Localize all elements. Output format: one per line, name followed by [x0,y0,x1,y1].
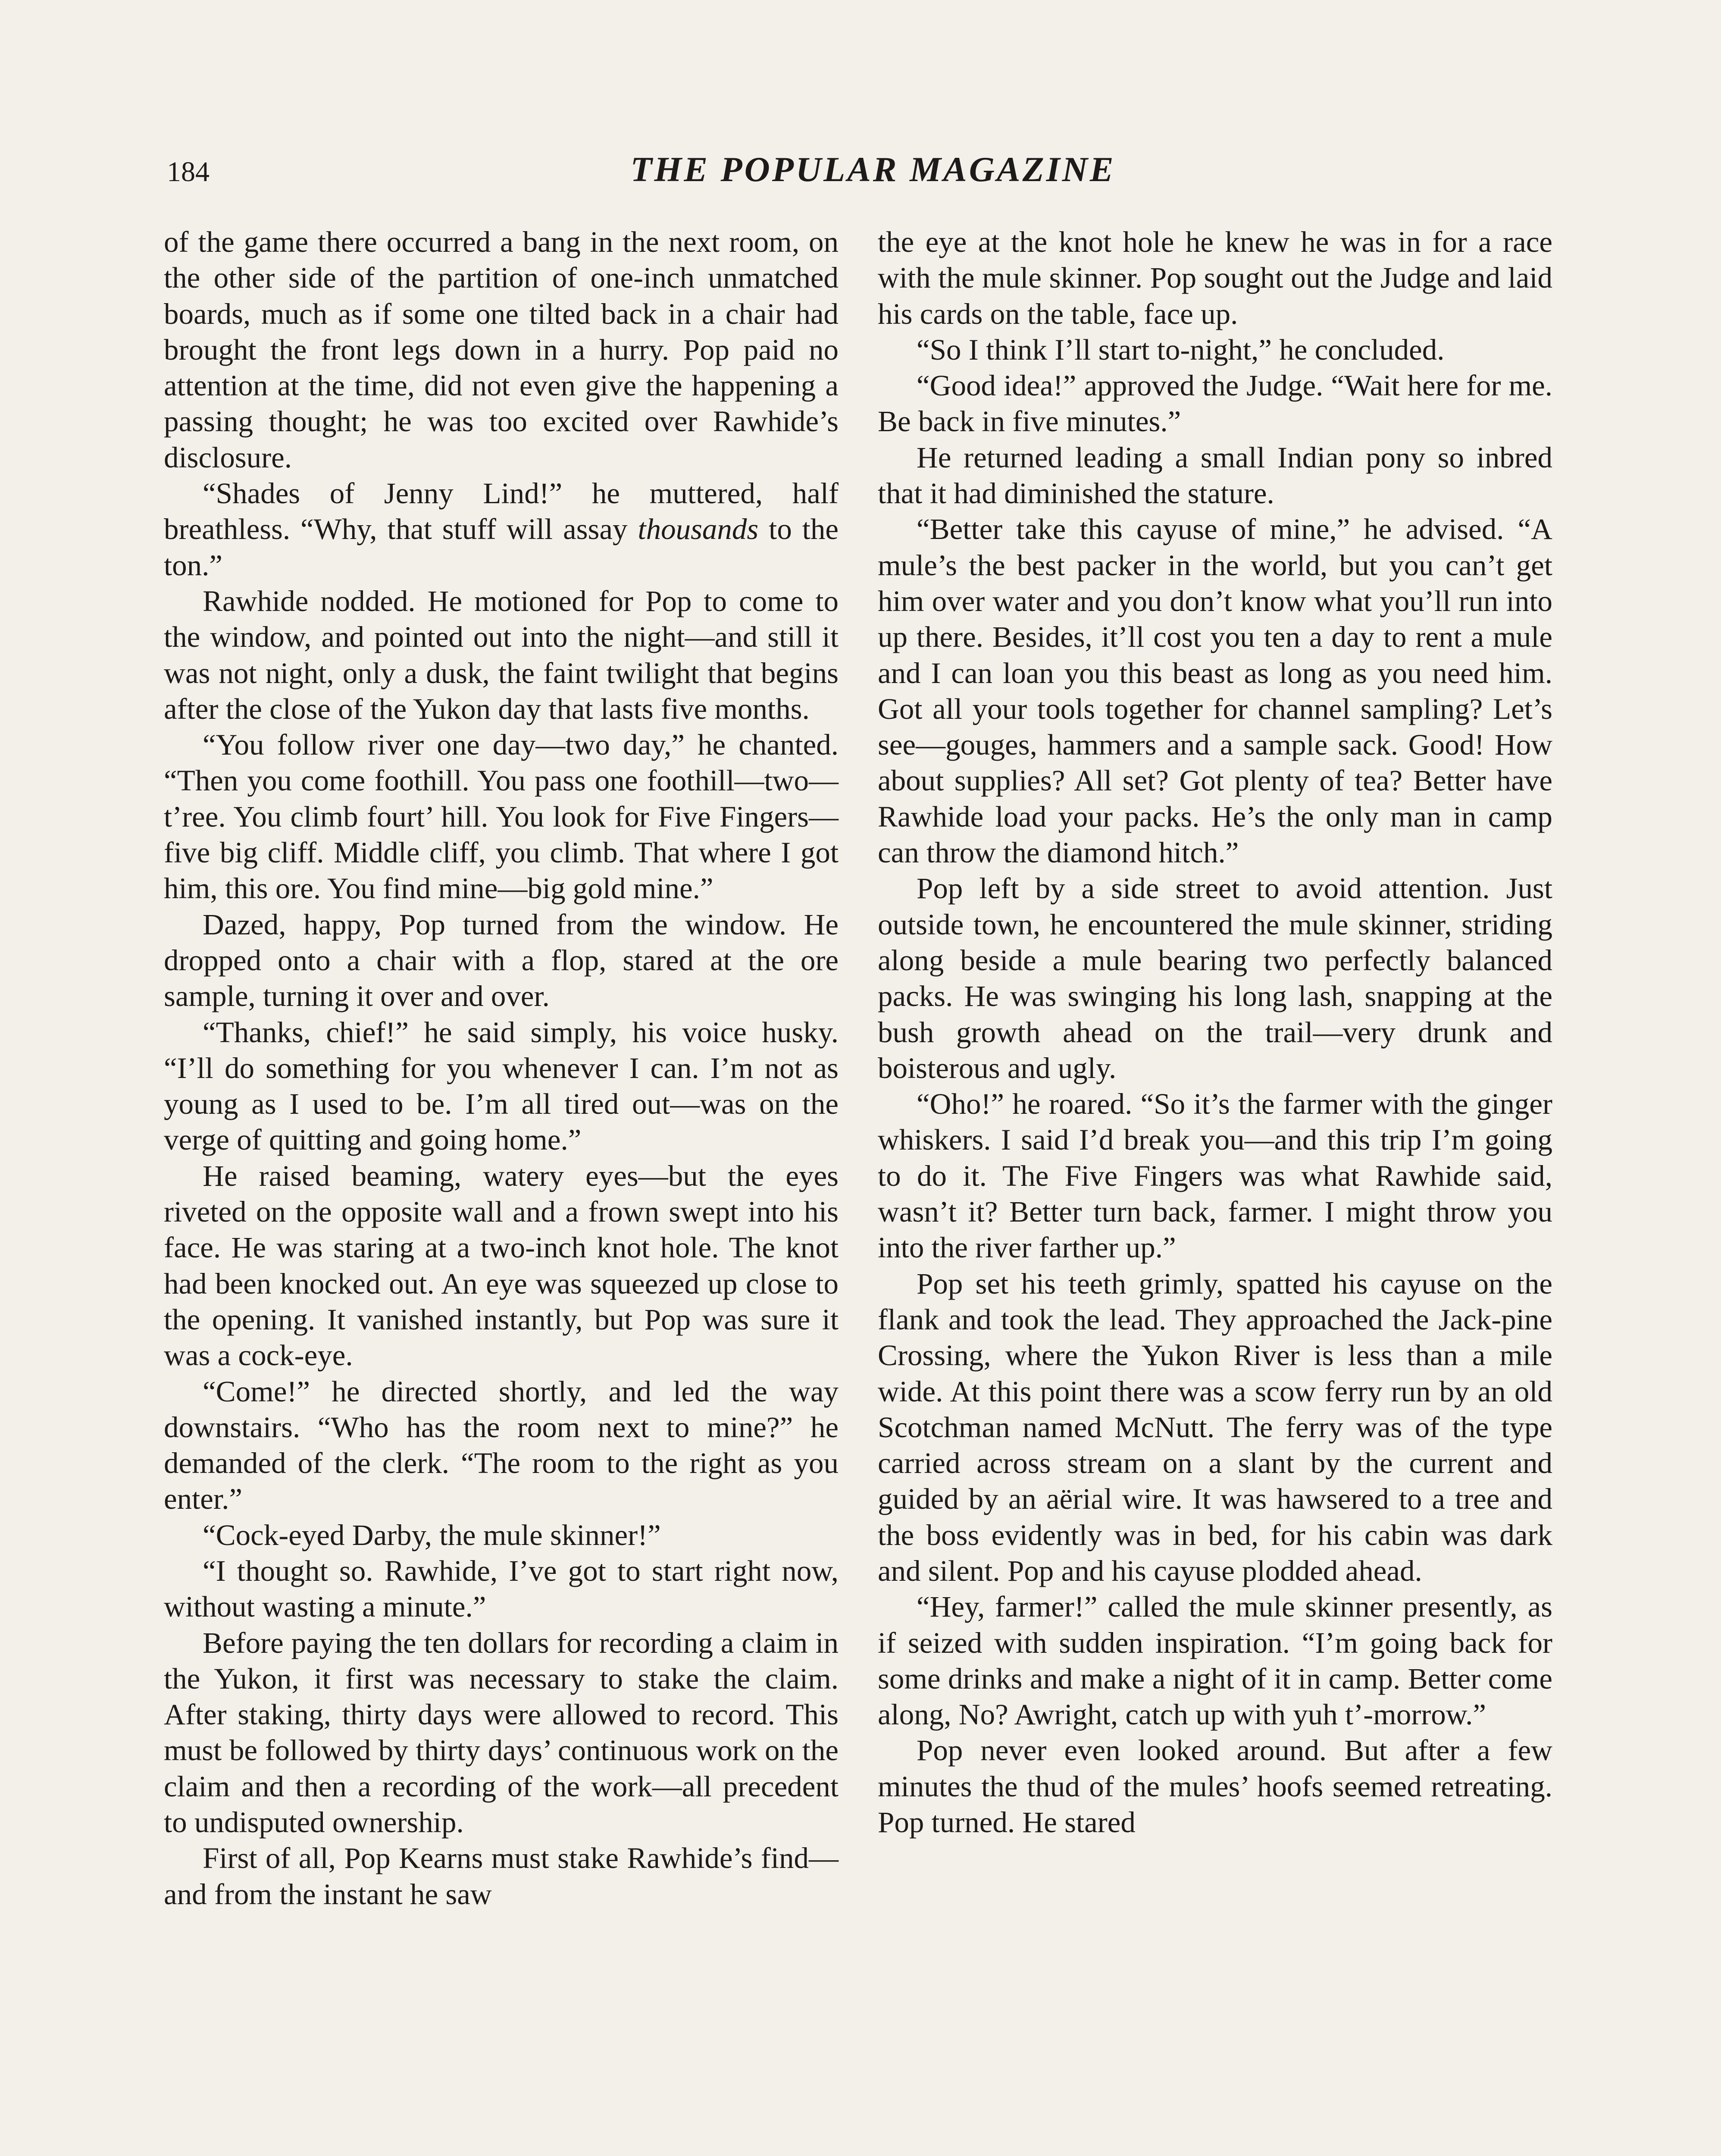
paragraph: “Oho!” he roared. “So it’s the farmer with the ginger whiskers. I said I’d break you—and this trip I’m going to do it. The Five Fingers was what Rawhide said, wasn’t it? Better turn back, farmer. I might throw you into the river farther up.” [878,1087,1552,1264]
paragraph: First of all, Pop Kearns must stake Rawhide’s find—and from the instant he saw [164,1842,839,1911]
paragraph: Before paying the ten dollars for recording a claim in the Yukon, it first was necessary to stake the claim. After staking, thirty days were allowed to record. This must be followed by thirty days’ continuous work on the claim and then a recording of the work—all precedent to undisputed ownership. [164,1626,839,1839]
emphasis-text: thousands [638,513,759,546]
paragraph [164,476,839,583]
paragraph: Dazed, happy, Pop turned from the window. He dropped onto a chair with a flop, stared at the ore sample, turning it over and over. [164,908,839,1013]
paragraph: Pop never even looked around. But after a few minutes the thud of the mules’ hoofs seemed retreating. Pop turned. He stared [878,1734,1552,1839]
running-head: THE POPULAR MAGAZINE [630,150,1116,189]
paragraph: of the game there occurred a bang in the next room, on the other side of the partition of one-inch unmatched boards, much as if some one tilted back in a chair had brought the front legs down in a hurry. Pop paid no attention at the time, did not even give the happening a passing thought; he was too excited over Rawhide’s disclosure. [164,226,839,474]
paragraph: the eye at the knot hole he knew he was in for a race with the mule skinner. Pop sought out the Judge and laid his cards on the table, face up. [878,226,1552,330]
paragraph: “Come!” he directed shortly, and led the way downstairs. “Who has the room next to mine?” he demanded of the clerk. “The room to the right as you enter.” [164,1375,839,1516]
paragraph: “Good idea!” approved the Judge. “Wait here for me. Be back in five minutes.” [878,369,1552,438]
paragraph: He returned leading a small Indian pony so inbred that it had diminished the stature. [878,441,1552,510]
paragraph: “Better take this cayuse of mine,” he advised. “A mule’s the best packer in the world, but you can’t get him over water and you don’t know what you’ll run into up there. Besides, it’ll cost you ten a day to rent a mule and I can loan you this beast as long as you need him. Got all your tools together for channel sampling? Let’s see—gouges, hammers and a sample sack. Good! How about supplies? All set? Got plenty of tea? Better have Rawhide load your packs. He’s the only man in camp can throw the diamond hitch.” [878,513,1552,869]
paragraph: “You follow river one day—two day,” he chanted. “Then you come foothill. You pass one foothill—two—t’ree. You climb fourt’ hill. You look for Five Fingers—five big cliff. Middle cliff, you climb. That where I got him, this ore. You find mine—big gold mine.” [164,728,839,905]
paragraph: Rawhide nodded. He motioned for Pop to come to the window, and pointed out into the night—and still it was not night, only a dusk, the faint twilight that begins after the close of the Yukon day that lasts five months. [164,584,839,725]
paragraph: “So I think I’ll start to-night,” he concluded. [917,333,1445,366]
paragraph: Pop left by a side street to avoid attention. Just outside town, he encountered the mule skinner, striding along beside a mule bearing two perfectly balanced packs. He was swinging his long lash, snapping at the bush growth ahead on the trail—very drunk and boisterous and ugly. [878,872,1552,1084]
paragraph-text: “Shades of Jenny Lind!” he muttered, half breathless. “Why, that stuff will assay [164,477,839,546]
paragraph: “Cock-eyed Darby, the mule skinner!” [203,1518,661,1551]
right-column [878,224,1552,1840]
paragraph: “Hey, farmer!” called the mule skinner presently, as if seized with sudden inspiration. “I’m going back for some drinks and make a night of it in camp. Better come along, No? Awright, catch up with yuh t’-morrow.” [878,1590,1552,1731]
paragraph: Pop set his teeth grimly, spatted his cayuse on the flank and took the lead. They approached the Jack-pine Crossing, where the Yukon River is less than a mile wide. At this point there was a scow ferry run by an old Scotchman named McNutt. The ferry was of the type carried across stream on a slant by the current and guided by an aërial wire. It was hawsered to a tree and the boss evidently was in bed, for his cabin was dark and silent. Pop and his cayuse plodded ahead. [878,1267,1552,1587]
paragraph-text: to the ton.” [164,513,839,582]
paragraph: “Thanks, chief!” he said simply, his voice husky. “I’ll do something for you whenever I can. I’m not as young as I used to be. I’m all tired out—was on the verge of quitting and going home.” [164,1015,839,1156]
left-column [164,224,839,1912]
paragraph: He raised beaming, watery eyes—but the eyes riveted on the opposite wall and a frown swept into his face. He was staring at a two-inch knot hole. The knot had been knocked out. An eye was squeezed up close to the opening. It vanished instantly, but Pop was sure it was a cock-eye. [164,1159,839,1372]
page-number: 184 [167,156,210,188]
paragraph: “I thought so. Rawhide, I’ve got to start right now, without wasting a minute.” [164,1554,839,1623]
